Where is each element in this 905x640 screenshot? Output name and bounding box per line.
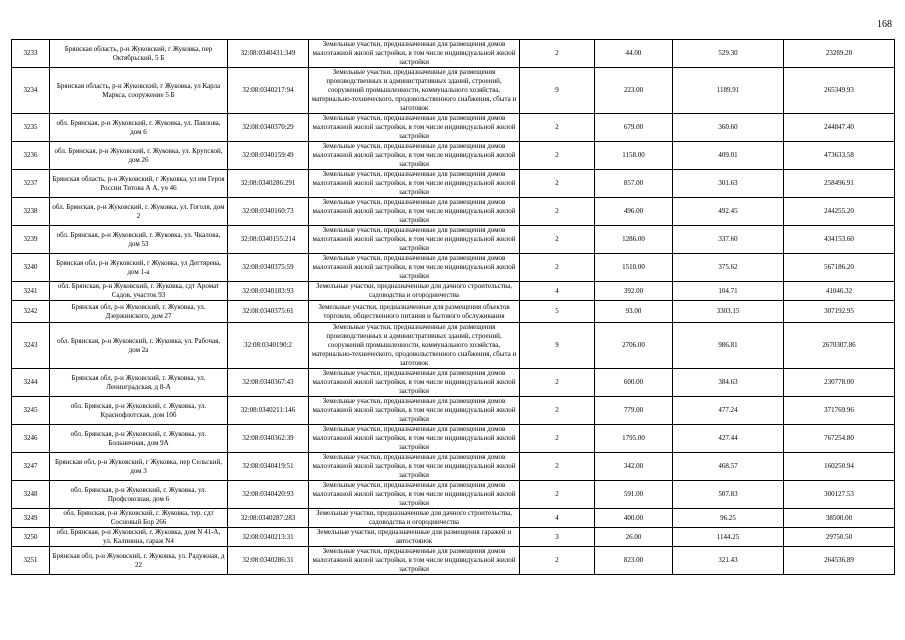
- row-cadastral-value: 307192.95: [784, 301, 895, 323]
- row-cadastral-number: 32:08:0340419:51: [228, 453, 309, 481]
- table-row: [12, 528, 895, 547]
- row-group: 2: [520, 114, 595, 142]
- row-specific-value: 529.30: [673, 40, 784, 68]
- row-area: 779.00: [595, 397, 673, 425]
- row-number: 3238: [12, 198, 50, 226]
- row-address: Брянская область, р-н Жуковский, г Жуковка, пер Октябрьский, 5 Б: [50, 40, 228, 68]
- row-group: 2: [520, 40, 595, 68]
- row-address: обл. Брянская, р-н Жуковский, г. Жуковка, ул. Профсоюзная, дом 6: [50, 481, 228, 509]
- row-address: обл. Брянская, р-н Жуковский, г. Жуковка, тер. сдт Сосновый Бор 266: [50, 509, 228, 528]
- row-cadastral-value: 434153.60: [784, 226, 895, 254]
- row-specific-value: 96.25: [673, 509, 784, 528]
- row-land-use: Земельные участки, предназначенные для размещения гаражей и автостоянок: [309, 528, 520, 547]
- row-specific-value: 986.81: [673, 323, 784, 369]
- row-cadastral-number: 32:08:0340155:214: [228, 226, 309, 254]
- row-cadastral-value: 160250.94: [784, 453, 895, 481]
- row-group: 2: [520, 254, 595, 282]
- row-address: Брянская обл, р-н Жуковский, г. Жуковка, ул. Ленинградская, д 8-А: [50, 369, 228, 397]
- row-cadastral-number: 32:08:0340362:39: [228, 425, 309, 453]
- row-cadastral-value: 244255.20: [784, 198, 895, 226]
- row-specific-value: 477.24: [673, 397, 784, 425]
- row-land-use: Земельные участки, предназначенные для размещения домов малоэтажной жилой застройки, в том числе индивидуальной жилой застройки: [309, 397, 520, 425]
- row-cadastral-value: 258496.91: [784, 170, 895, 198]
- row-land-use: Земельные участки, предназначенные для размещения домов малоэтажной жилой застройки, в том числе индивидуальной жилой застройки: [309, 40, 520, 68]
- row-cadastral-number: 32:08:0340370:29: [228, 114, 309, 142]
- table-row: [12, 369, 895, 397]
- page-number: 168: [877, 19, 892, 30]
- row-group: 5: [520, 301, 595, 323]
- row-specific-value: 492.45: [673, 198, 784, 226]
- row-land-use: Земельные участки, предназначенные для размещения производственных и административных зданий, строений, сооружений промышленности, коммунального хозяйства, материально-технического, продовольственного снабжения, сбыта и заготовок: [309, 323, 520, 369]
- row-area: 26.00: [595, 528, 673, 547]
- row-specific-value: 375.62: [673, 254, 784, 282]
- row-cadastral-value: 38500.00: [784, 509, 895, 528]
- row-land-use: Земельные участки, предназначенные для дачного строительства, садоводства и огородничества: [309, 282, 520, 301]
- table-row: [12, 40, 895, 68]
- row-area: 342.00: [595, 453, 673, 481]
- row-address: обл. Брянская, р-н Жуковский, г. Жуковка, сдт Аромат Садов, участок 93: [50, 282, 228, 301]
- row-group: 2: [520, 547, 595, 575]
- row-group: 2: [520, 369, 595, 397]
- table-row: [12, 170, 895, 198]
- row-specific-value: 427.44: [673, 425, 784, 453]
- row-land-use: Земельные участки, предназначенные для размещения домов малоэтажной жилой застройки, в том числе индивидуальной жилой застройки: [309, 198, 520, 226]
- row-land-use: Земельные участки, предназначенные для размещения домов малоэтажной жилой застройки, в том числе индивидуальной жилой застройки: [309, 453, 520, 481]
- row-land-use: Земельные участки, предназначенные для дачного строительства, садоводства и огородничества: [309, 509, 520, 528]
- row-cadastral-number: 32:08:0340159:49: [228, 142, 309, 170]
- row-cadastral-value: 300127.53: [784, 481, 895, 509]
- row-number: 3248: [12, 481, 50, 509]
- row-number: 3250: [12, 528, 50, 547]
- row-cadastral-number: 32:08:0340375:59: [228, 254, 309, 282]
- row-land-use: Земельные участки, предназначенные для размещения домов малоэтажной жилой застройки, в том числе индивидуальной жилой застройки: [309, 547, 520, 575]
- row-land-use: Земельные участки, предназначенные для размещения объектов торговли, общественного питания и бытового обслуживания: [309, 301, 520, 323]
- table-body: [12, 40, 895, 575]
- row-area: 600.00: [595, 369, 673, 397]
- row-land-use: Земельные участки, предназначенные для размещения домов малоэтажной жилой застройки, в том числе индивидуальной жилой застройки: [309, 254, 520, 282]
- row-area: 392.00: [595, 282, 673, 301]
- row-address: обл. Брянская, р-н Жуковский, г. Жуковка, ул. Чкалова, дом 53: [50, 226, 228, 254]
- row-area: 1158.00: [595, 142, 673, 170]
- row-cadastral-number: 32:08:0340286:31: [228, 547, 309, 575]
- row-land-use: Земельные участки, предназначенные для размещения домов малоэтажной жилой застройки, в том числе индивидуальной жилой застройки: [309, 114, 520, 142]
- row-group: 2: [520, 226, 595, 254]
- row-area: 823.00: [595, 547, 673, 575]
- row-area: 496.00: [595, 198, 673, 226]
- table-row: [12, 282, 895, 301]
- row-address: Брянская область, р-н Жуковский, г Жуковка, ул им Героя России Титова А А, уч 46: [50, 170, 228, 198]
- row-cadastral-number: 32:08:0340217:94: [228, 68, 309, 114]
- row-address: обл. Брянская, р-н Жуковский, г. Жуковка, дом N 41-А, ул. Калинина, гараж N4: [50, 528, 228, 547]
- row-address: Брянская область, р-н Жуковский, г Жуковка, ул Карла Маркса, сооружение 5 Б: [50, 68, 228, 114]
- row-land-use: Земельные участки, предназначенные для размещения домов малоэтажной жилой застройки, в том числе индивидуальной жилой застройки: [309, 369, 520, 397]
- table-row: [12, 198, 895, 226]
- row-number: 3241: [12, 282, 50, 301]
- row-group: 2: [520, 170, 595, 198]
- row-cadastral-number: 32:08:0340431:349: [228, 40, 309, 68]
- table-row: [12, 142, 895, 170]
- row-land-use: Земельные участки, предназначенные для размещения домов малоэтажной жилой застройки, в том числе индивидуальной жилой застройки: [309, 481, 520, 509]
- table-row: [12, 301, 895, 323]
- row-cadastral-value: 41046.32: [784, 282, 895, 301]
- row-area: 591.00: [595, 481, 673, 509]
- row-area: 93.00: [595, 301, 673, 323]
- row-number: 3244: [12, 369, 50, 397]
- row-cadastral-number: 32:08:0340367:43: [228, 369, 309, 397]
- row-cadastral-number: 32:08:0340286:291: [228, 170, 309, 198]
- row-group: 9: [520, 323, 595, 369]
- row-cadastral-value: 265349.93: [784, 68, 895, 114]
- table-row: [12, 425, 895, 453]
- row-address: Брянская обл, р-н Жуковский, г Жуковка, пер Сельский, дом 3: [50, 453, 228, 481]
- row-cadastral-value: 767254.80: [784, 425, 895, 453]
- row-cadastral-number: 32:08:0340190:2: [228, 323, 309, 369]
- row-number: 3243: [12, 323, 50, 369]
- row-address: Брянская обл, р-н Жуковский, г. Жуковка, ул. Радужная, д 22: [50, 547, 228, 575]
- row-group: 2: [520, 198, 595, 226]
- row-specific-value: 1144.25: [673, 528, 784, 547]
- table-row: [12, 397, 895, 425]
- row-number: 3246: [12, 425, 50, 453]
- row-cadastral-value: 473633.58: [784, 142, 895, 170]
- row-group: 9: [520, 68, 595, 114]
- row-specific-value: 360.60: [673, 114, 784, 142]
- table-row: [12, 453, 895, 481]
- row-address: обл. Брянская, р-н Жуковский, г. Жуковка, ул. Павлова, дом 6: [50, 114, 228, 142]
- table-row: [12, 509, 895, 528]
- row-cadastral-number: 32:08:0340183:93: [228, 282, 309, 301]
- row-area: 1510.00: [595, 254, 673, 282]
- row-land-use: Земельные участки, предназначенные для размещения домов малоэтажной жилой застройки, в том числе индивидуальной жилой застройки: [309, 142, 520, 170]
- row-number: 3237: [12, 170, 50, 198]
- row-cadastral-number: 32:08:0340420:93: [228, 481, 309, 509]
- table-row: [12, 547, 895, 575]
- row-address: обл. Брянская, р-н Жуковский, г. Жуковка, ул. Краснофлотская, дом 10б: [50, 397, 228, 425]
- row-cadastral-value: 23289.20: [784, 40, 895, 68]
- row-cadastral-value: 371769.96: [784, 397, 895, 425]
- row-area: 2706.00: [595, 323, 673, 369]
- row-cadastral-number: 32:08:0340213:31: [228, 528, 309, 547]
- row-group: 4: [520, 282, 595, 301]
- row-specific-value: 468.57: [673, 453, 784, 481]
- row-number: 3234: [12, 68, 50, 114]
- row-address: Брянская обл, р-н Жуковский, г Жуковка, ул Дегтярева, дом 1-а: [50, 254, 228, 282]
- row-cadastral-value: 230778.00: [784, 369, 895, 397]
- row-address: Брянская обл, р-н Жуковский, г. Жуковка, ул. Дзержинского, дом 27: [50, 301, 228, 323]
- row-number: 3240: [12, 254, 50, 282]
- row-specific-value: 3303.15: [673, 301, 784, 323]
- row-cadastral-number: 32:08:0340211:146: [228, 397, 309, 425]
- row-specific-value: 321.43: [673, 547, 784, 575]
- row-specific-value: 507.83: [673, 481, 784, 509]
- row-cadastral-number: 32:08:0340375:61: [228, 301, 309, 323]
- row-number: 3236: [12, 142, 50, 170]
- row-cadastral-value: 567186.20: [784, 254, 895, 282]
- row-group: 2: [520, 425, 595, 453]
- row-number: 3235: [12, 114, 50, 142]
- row-group: 2: [520, 142, 595, 170]
- row-number: 3249: [12, 509, 50, 528]
- row-specific-value: 104.71: [673, 282, 784, 301]
- row-cadastral-value: 29750.50: [784, 528, 895, 547]
- row-number: 3247: [12, 453, 50, 481]
- row-area: 679.00: [595, 114, 673, 142]
- row-specific-value: 384.63: [673, 369, 784, 397]
- row-number: 3251: [12, 547, 50, 575]
- row-specific-value: 337.60: [673, 226, 784, 254]
- row-land-use: Земельные участки, предназначенные для размещения домов малоэтажной жилой застройки, в том числе индивидуальной жилой застройки: [309, 226, 520, 254]
- row-area: 857.00: [595, 170, 673, 198]
- row-land-use: Земельные участки, предназначенные для размещения домов малоэтажной жилой застройки, в том числе индивидуальной жилой застройки: [309, 170, 520, 198]
- row-group: 3: [520, 528, 595, 547]
- row-cadastral-number: 32:08:0340287:283: [228, 509, 309, 528]
- row-area: 223.00: [595, 68, 673, 114]
- table-row: [12, 254, 895, 282]
- row-number: 3245: [12, 397, 50, 425]
- row-area: 1286.00: [595, 226, 673, 254]
- row-address: обл. Брянская, р-н Жуковский, г. Жуковка, ул. Крупской, дом 26: [50, 142, 228, 170]
- row-area: 1795.00: [595, 425, 673, 453]
- row-specific-value: 409.01: [673, 142, 784, 170]
- row-group: 2: [520, 481, 595, 509]
- row-group: 2: [520, 453, 595, 481]
- row-group: 2: [520, 397, 595, 425]
- row-group: 4: [520, 509, 595, 528]
- table-row: [12, 481, 895, 509]
- row-cadastral-value: 244847.40: [784, 114, 895, 142]
- row-cadastral-number: 32:08:0340160:73: [228, 198, 309, 226]
- row-land-use: Земельные участки, предназначенные для размещения производственных и административных зданий, строений, сооружений промышленности, коммунального хозяйства, материально-технического, продовольственного снабжения, сбыта и заготовок: [309, 68, 520, 114]
- row-address: обл. Брянская, р-н Жуковский, г. Жуковка, ул. Больничная, дом 9А: [50, 425, 228, 453]
- table-row: [12, 68, 895, 114]
- row-land-use: Земельные участки, предназначенные для размещения домов малоэтажной жилой застройки, в том числе индивидуальной жилой застройки: [309, 425, 520, 453]
- table-row: [12, 114, 895, 142]
- row-area: 44.00: [595, 40, 673, 68]
- row-number: 3242: [12, 301, 50, 323]
- row-specific-value: 301.63: [673, 170, 784, 198]
- row-cadastral-value: 2670307.86: [784, 323, 895, 369]
- cadastral-value-table: [11, 39, 895, 575]
- row-number: 3233: [12, 40, 50, 68]
- table-row: [12, 323, 895, 369]
- row-address: обл. Брянская, р-н Жуковский, г. Жуковка, ул. Рабочая, дом 2а: [50, 323, 228, 369]
- row-specific-value: 1189.91: [673, 68, 784, 114]
- table-row: [12, 226, 895, 254]
- row-cadastral-value: 264536.89: [784, 547, 895, 575]
- row-number: 3239: [12, 226, 50, 254]
- row-address: обл. Брянская, р-н Жуковский, г. Жуковка, ул. Гоголя, дом 2: [50, 198, 228, 226]
- row-area: 400.00: [595, 509, 673, 528]
